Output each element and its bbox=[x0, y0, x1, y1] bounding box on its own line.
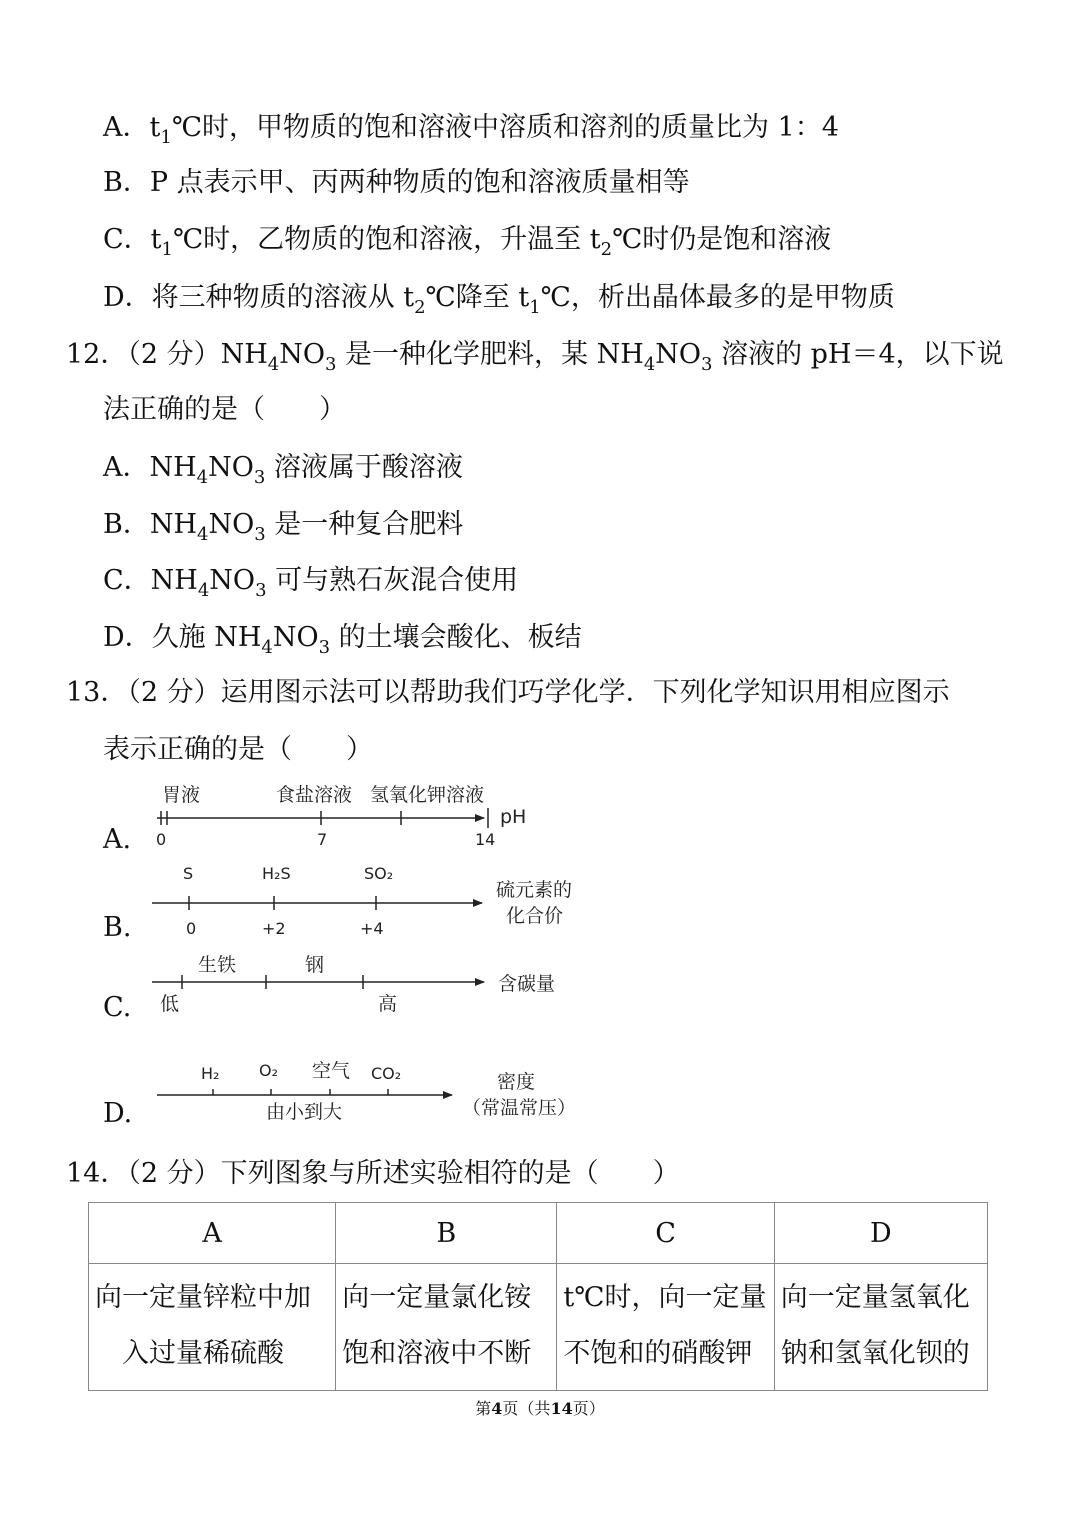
q14-header-a: A bbox=[89, 1203, 336, 1264]
density-label-h2: H₂ bbox=[201, 1064, 220, 1083]
q14-table bbox=[88, 1202, 988, 1391]
q13-option-c-letter: C. bbox=[103, 992, 132, 1023]
q13-option-a-letter: A. bbox=[103, 824, 132, 855]
q12-option-c: C．$NH_4NO_3$ 可与熟石灰混合使用 bbox=[103, 565, 519, 601]
q13-stem-line1: 13．（2 分）运用图示法可以帮助我们巧学化学．下列化学知识用相应图示 bbox=[66, 677, 950, 708]
page-number: 4 bbox=[491, 1399, 503, 1418]
valence-tick-plus4: +4 bbox=[360, 919, 384, 938]
q11-option-a: A．$t_1℃$时，甲物质的饱和溶液中溶质和溶剂的质量比为 1：4 bbox=[103, 112, 839, 148]
q13-option-d-letter: D. bbox=[103, 1098, 133, 1129]
q14-cell-d: 向一定量氢氧化 钠和氢氧化钡的 bbox=[774, 1264, 987, 1391]
density-axis-label-1: 密度 bbox=[497, 1071, 536, 1093]
q14-cell-b: 向一定量氯化铵 饱和溶液中不断 bbox=[336, 1264, 557, 1391]
q11-option-b: B．P 点表示甲、丙两种物质的饱和溶液质量相等 bbox=[103, 167, 690, 198]
ph-tick-7: 7 bbox=[317, 830, 328, 849]
valence-axis-label-2: 化合价 bbox=[506, 905, 564, 927]
q14-cell-c: t℃时，向一定量 不饱和的硝酸钾 bbox=[557, 1264, 774, 1391]
q13-stem-line2: 表示正确的是（ ） bbox=[103, 734, 373, 765]
valence-axis-label-1: 硫元素的 bbox=[496, 879, 573, 901]
q11-option-d: D．将三种物质的溶液从 $t_2℃$降至 $t_1℃$，析出晶体最多的是甲物质 bbox=[103, 282, 895, 318]
page-footer: 第4页（共14页） bbox=[475, 1399, 605, 1418]
page-total: 14 bbox=[550, 1399, 573, 1418]
density-label-co2: CO₂ bbox=[371, 1064, 402, 1083]
q13-option-d-diagram bbox=[157, 1060, 576, 1123]
q13-option-b-letter: B. bbox=[103, 912, 132, 943]
sulfur-label-s: S bbox=[183, 864, 194, 883]
density-label-air: 空气 bbox=[312, 1060, 351, 1082]
carbon-tick-high: 高 bbox=[378, 993, 398, 1015]
q14-cell-a: 向一定量锌粒中加 入过量稀硫酸 bbox=[89, 1264, 336, 1391]
ph-tick-0: 0 bbox=[156, 830, 167, 849]
carbon-tick-low: 低 bbox=[160, 993, 180, 1015]
q13-option-c-diagram bbox=[152, 954, 555, 1015]
q14-header-c: C bbox=[557, 1203, 774, 1264]
q11-option-c: C．$t_1℃$时，乙物质的饱和溶液，升温至 $t_2℃$时仍是饱和溶液 bbox=[103, 224, 832, 260]
valence-tick-0: 0 bbox=[186, 919, 197, 938]
q12-option-d: D．久施 $NH_4NO_3$ 的土壤会酸化、板结 bbox=[103, 622, 582, 658]
q12-stem-line1: 12．（2 分）$NH_4NO_3$ 是一种化学肥料，某 $NH_4NO_3$ 溶液的 pH＝4，以下说 bbox=[66, 339, 1004, 375]
density-axis-label-2: （常温常压） bbox=[462, 1097, 577, 1119]
ph-label-koh-solution: 氢氧化钾溶液 bbox=[370, 784, 485, 806]
density-label-o2: O₂ bbox=[259, 1061, 279, 1080]
q14-header-d: D bbox=[774, 1203, 987, 1264]
carbon-label-pig-iron: 生铁 bbox=[198, 954, 237, 976]
sulfur-label-so2: SO₂ bbox=[364, 864, 394, 883]
q14-stem: 14．（2 分）下列图象与所述实验相符的是（ ） bbox=[66, 1158, 680, 1189]
carbon-label-steel: 钢 bbox=[305, 954, 325, 976]
ph-axis-label: pH bbox=[500, 806, 527, 828]
carbon-axis-label: 含碳量 bbox=[498, 973, 556, 995]
ph-tick-14: 14 bbox=[475, 830, 496, 849]
valence-tick-plus2: +2 bbox=[262, 919, 286, 938]
q12-option-b: B．$NH_4NO_3$ 是一种复合肥料 bbox=[103, 509, 464, 545]
q14-header-b: B bbox=[336, 1203, 557, 1264]
sulfur-label-h2s: H₂S bbox=[262, 864, 291, 883]
q12-option-a: A．$NH_4NO_3$ 溶液属于酸溶液 bbox=[103, 452, 463, 488]
q12-stem-line2: 法正确的是（ ） bbox=[103, 394, 346, 425]
ph-label-gastric-juice: 胃液 bbox=[162, 784, 201, 806]
density-order-label: 由小到大 bbox=[266, 1101, 343, 1123]
q13-option-a-diagram bbox=[156, 784, 526, 849]
q13-option-b-diagram bbox=[152, 864, 572, 938]
ph-label-salt-solution: 食盐溶液 bbox=[276, 784, 353, 806]
